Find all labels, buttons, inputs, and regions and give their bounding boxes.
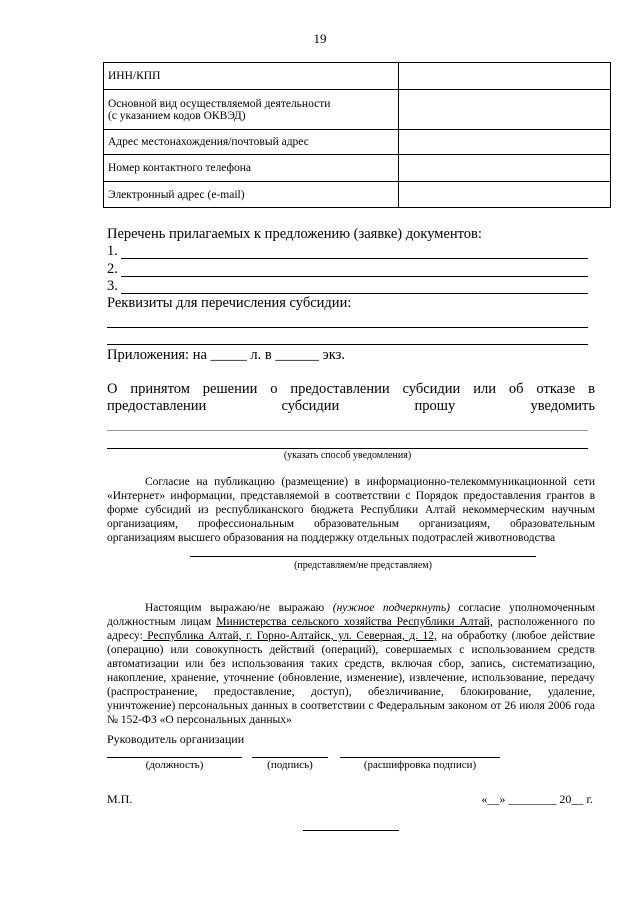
- requisites-line[interactable]: [107, 327, 588, 328]
- table-row: [104, 155, 611, 182]
- table-row: [104, 63, 611, 90]
- notify-caption: (указать способ уведомления): [283, 450, 412, 461]
- table-cell-label: Основной вид осуществляемой деятельности (с указанием кодов ОКВЭД): [104, 90, 399, 130]
- footer-separator: [303, 830, 399, 831]
- table-cell-label: ИНН/КПП: [104, 63, 399, 90]
- requisites-line[interactable]: [107, 344, 588, 345]
- documents-item-line[interactable]: [121, 276, 588, 277]
- page-number: 19: [313, 31, 327, 46]
- table-cell-value[interactable]: [399, 90, 611, 130]
- table-cell-label: Номер контактного телефона: [104, 155, 399, 182]
- sign-line[interactable]: [252, 757, 328, 758]
- consent-publication-paragraph: Согласие на публикацию (размещение) в информационно-телекоммуникационной сети «Интернет» информации, представляемой в соответствии с Порядок предоставления грантов в форме субсидий из республиканского бюджета Республики Алтай некоммерческим научным организациям, профессиональным образовательным организациям, образовательным организациям высшего образования на поддержку отдельных подотраслей животноводства: [107, 476, 595, 544]
- organization-info-table: [103, 62, 611, 208]
- table-row: [104, 130, 611, 155]
- consent-publication-caption: (представляем/не представляем): [294, 560, 432, 571]
- table-row: [104, 182, 611, 208]
- consent-personal-paragraph: Настоящим выражаю/не выражаю (нужное подчеркнуть) согласие уполномоченным должностным лицам Министерства сельского хозяйства Республики Алтай, расположенного по адресу: Республика Алтай, г. Горно-Алтайск, ул. Северная, д. 12, на обработку (любое действие (операцию) или совокупность действий (операций), совершаемых с использованием средств автоматизации или без использования таких средств, включая сбор, запись, систематизацию, накопление, хранение, уточнение (обновление, изменение), извлечение, использование, передачу (распространение, предоставление, доступ), обезличивание, блокирование, удаление, уничтожение) персональных данных в соответствии с Федеральным законом от 26 июля 2006 года № 152-ФЗ «О персональных данных»: [107, 602, 595, 726]
- position-line[interactable]: [107, 757, 242, 758]
- requisites-heading: Реквизиты для перечисления субсидии:: [107, 295, 352, 311]
- attachments-line: Приложения: на _____ л. в ______ экз.: [107, 347, 345, 363]
- table-cell-label: Электронный адрес (e-mail): [104, 182, 399, 208]
- decode-caption: (расшифровка подписи): [363, 759, 477, 771]
- documents-item-number: 3.: [107, 278, 118, 294]
- table-cell-value[interactable]: [399, 155, 611, 182]
- signature-heading: Руководитель организации: [107, 732, 245, 746]
- stamp-label: М.П.: [107, 792, 133, 806]
- table-cell-value[interactable]: [399, 63, 611, 90]
- notify-method-line[interactable]: [107, 430, 588, 431]
- table-cell-value[interactable]: [399, 130, 611, 155]
- table-row: [104, 90, 611, 130]
- documents-item-number: 1.: [107, 243, 118, 259]
- table-cell-label: Адрес местонахождения/почтовый адрес: [104, 130, 399, 155]
- documents-item-line[interactable]: [121, 293, 588, 294]
- documents-heading: Перечень прилагаемых к предложению (заявке) документов:: [107, 226, 482, 242]
- documents-item-number: 2.: [107, 261, 118, 277]
- notify-line-2: предоставлении субсидии прошу уведомить: [107, 398, 595, 414]
- consent-publication-line[interactable]: [190, 556, 536, 557]
- date-field[interactable]: «__» ________ 20__ г.: [481, 792, 593, 806]
- decode-line[interactable]: [340, 757, 500, 758]
- table-cell-value[interactable]: [399, 182, 611, 208]
- notify-line-1: О принятом решении о предоставлении субсидии или об отказе в: [107, 381, 595, 397]
- documents-item-line[interactable]: [121, 258, 588, 259]
- position-caption: (должность): [145, 759, 204, 771]
- notify-method-line[interactable]: [107, 448, 588, 449]
- sign-caption: (подпись): [267, 759, 313, 771]
